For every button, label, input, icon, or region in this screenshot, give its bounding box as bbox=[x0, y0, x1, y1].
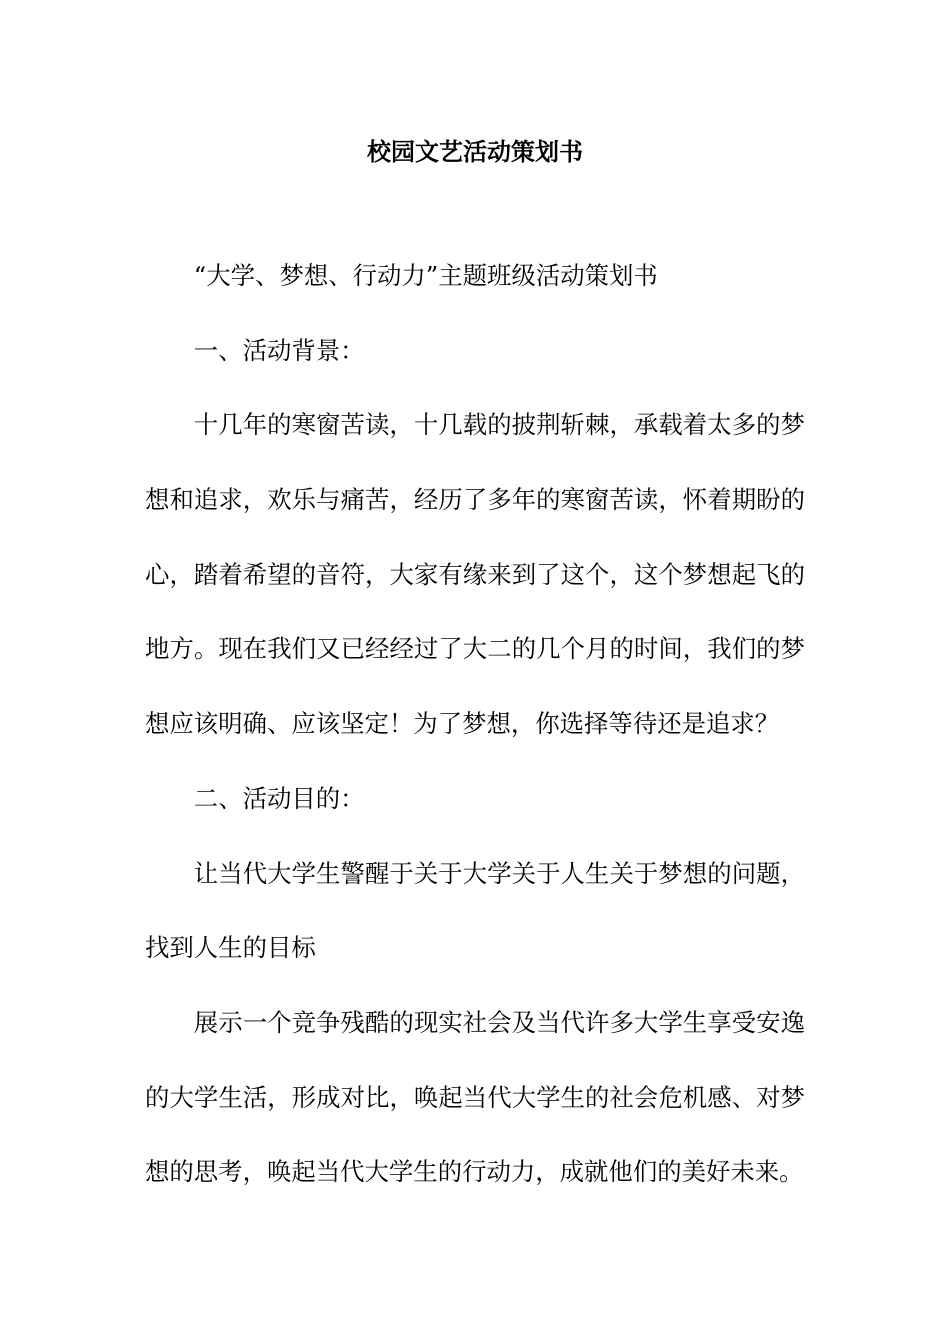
document-body bbox=[145, 239, 805, 1210]
paragraph-line: 让当代大学生警醒于关于大学关于人生关于梦想的问题， bbox=[193, 858, 805, 888]
paragraph-line: 想的思考，唤起当代大学生的行动力，成就他们的美好未来。 bbox=[145, 1157, 804, 1187]
paragraph-line: 十几年的寒窗苦读，十几载的披荆斩棘，承载着太多的梦 bbox=[193, 410, 805, 440]
paragraph-line: 找到人生的目标 bbox=[145, 933, 316, 963]
paragraph-line: 心，踏着希望的音符，大家有缘来到了这个，这个梦想起飞的 bbox=[145, 559, 805, 589]
paragraph-background bbox=[145, 388, 805, 761]
section-heading-background: 一、活动背景： bbox=[193, 335, 365, 365]
document-subtitle: “大学、梦想、行动力”主题班级活动策划书 bbox=[193, 261, 658, 290]
paragraph-purpose-1 bbox=[145, 837, 805, 986]
paragraph-line: 展示一个竞争残酷的现实社会及当代许多大学生享受安逸 bbox=[193, 1007, 805, 1037]
paragraph-line: 的大学生活，形成对比，唤起当代大学生的社会危机感、对梦 bbox=[145, 1082, 805, 1112]
paragraph-line: 想和追求，欢乐与痛苦，经历了多年的寒窗苦读，怀着期盼的 bbox=[145, 485, 805, 515]
document-title: 校园文艺活动策划书 bbox=[367, 137, 583, 166]
section-heading-purpose: 二、活动目的： bbox=[193, 783, 365, 813]
paragraph-purpose-2 bbox=[145, 986, 805, 1210]
paragraph-line: 想应该明确、应该坚定！为了梦想，你选择等待还是追求？ bbox=[145, 709, 780, 739]
paragraph-line: 地方。现在我们又已经经过了大二的几个月的时间，我们的梦 bbox=[145, 634, 805, 664]
